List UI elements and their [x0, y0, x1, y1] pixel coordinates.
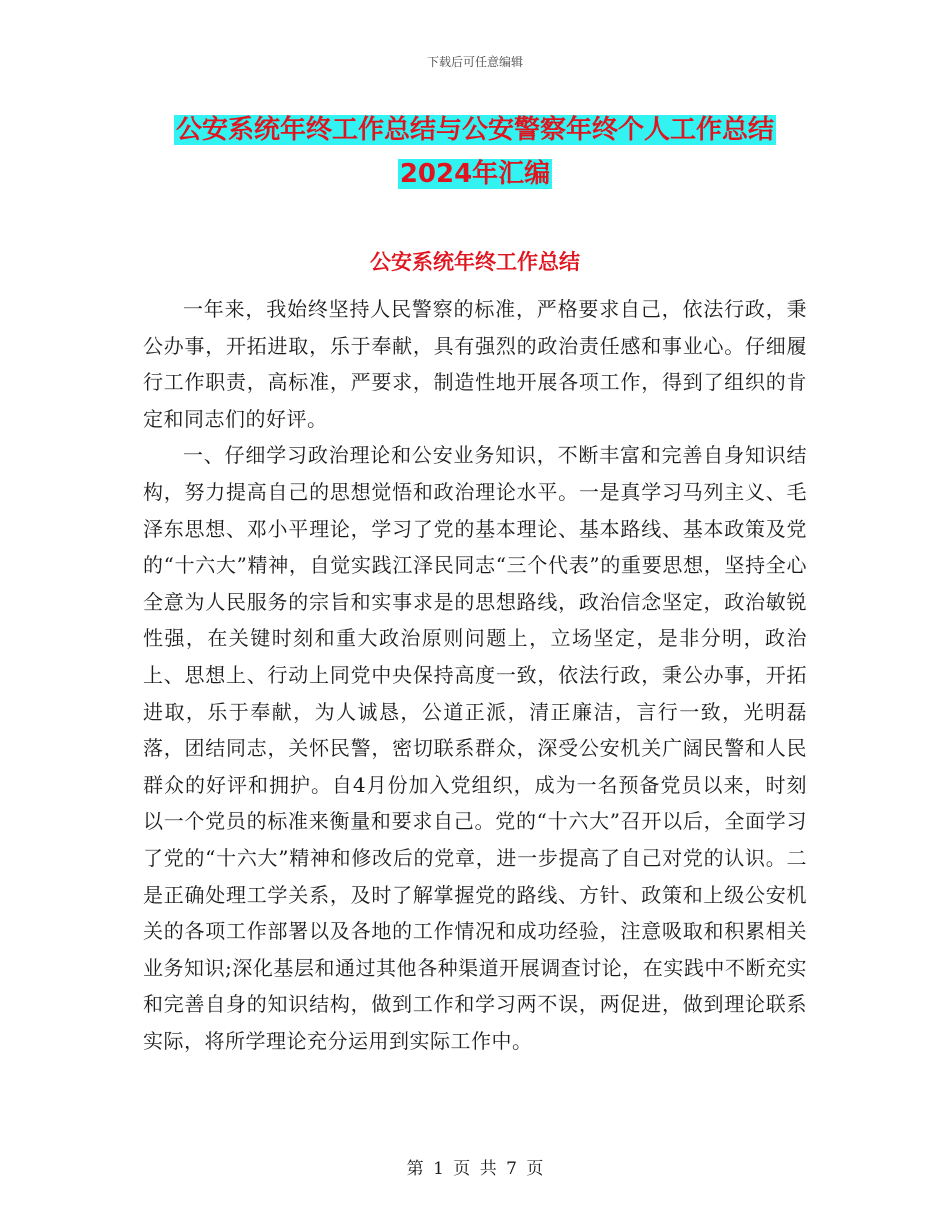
header-note: 下载后可任意编辑 — [426, 55, 523, 69]
title-line2-text: 2024年汇编 — [399, 159, 551, 189]
title-line1-text: 公安系统年终工作总结与公安警察年终个人工作总结 — [175, 115, 774, 145]
section-title: 公安系统年终工作总结 — [370, 250, 580, 274]
paragraph: 一年来，我始终坚持人民警察的标准，严格要求自己，依法行政，秉公办事，开拓进取，乐于奉献，具有强烈的政治责任感和事业心。仔细履行工作职责，高标准，严要求，制造性地开展各项工作，得到了组织的肯定和同志们的好评。 — [143, 297, 807, 431]
document-title-line2 — [0, 154, 950, 194]
body-text — [143, 291, 807, 1059]
document-title-line1 — [0, 110, 950, 150]
paragraph: 一、仔细学习政治理论和公安业务知识，不断丰富和完善自身知识结构，努力提高自己的思想觉悟和政治理论水平。一是真学习马列主义、毛泽东思想、邓小平理论，学习了党的基本理论、基本路线、基本政策及党的“十六大”精神，自觉实践江泽民同志“三个代表”的重要思想，坚持全心全意为人民服务的宗旨和实事求是的思想路线，政治信念坚定，政治敏锐性强，在关键时刻和重大政治原则问题上，立场坚定，是非分明，政治上、思想上、行动上同党中央保持高度一致，依法行政，秉公办事，开拓进取，乐于奉献，为人诚恳，公道正派，清正廉洁，言行一致，光明磊落，团结同志，关怀民警，密切联系群众，深受公安机关广阔民警和人民群众的好评和拥护。自4月份加入党组织，成为一名预备党员以来，时刻以一个党员的标准来衡量和要求自己。党的“十六大”召开以后，全面学习了党的“十六大”精神和修改后的党章，进一步提高了自己对党的认识。二是正确处理工学关系，及时了解掌握党的路线、方针、政策和上级公安机关的各项工作部署以及各地的工作情况和成功经验，注意吸取和积累相关业务知识;深化基层和通过其他各种渠道开展调查讨论，在实践中不断充实和完善自身的知识结构，做到工作和学习两不误，两促进，做到理论联系实际，将所学理论充分运用到实际工作中。 — [143, 443, 807, 1053]
page-footer: 第 1 页 共 7 页 — [406, 1159, 544, 1179]
